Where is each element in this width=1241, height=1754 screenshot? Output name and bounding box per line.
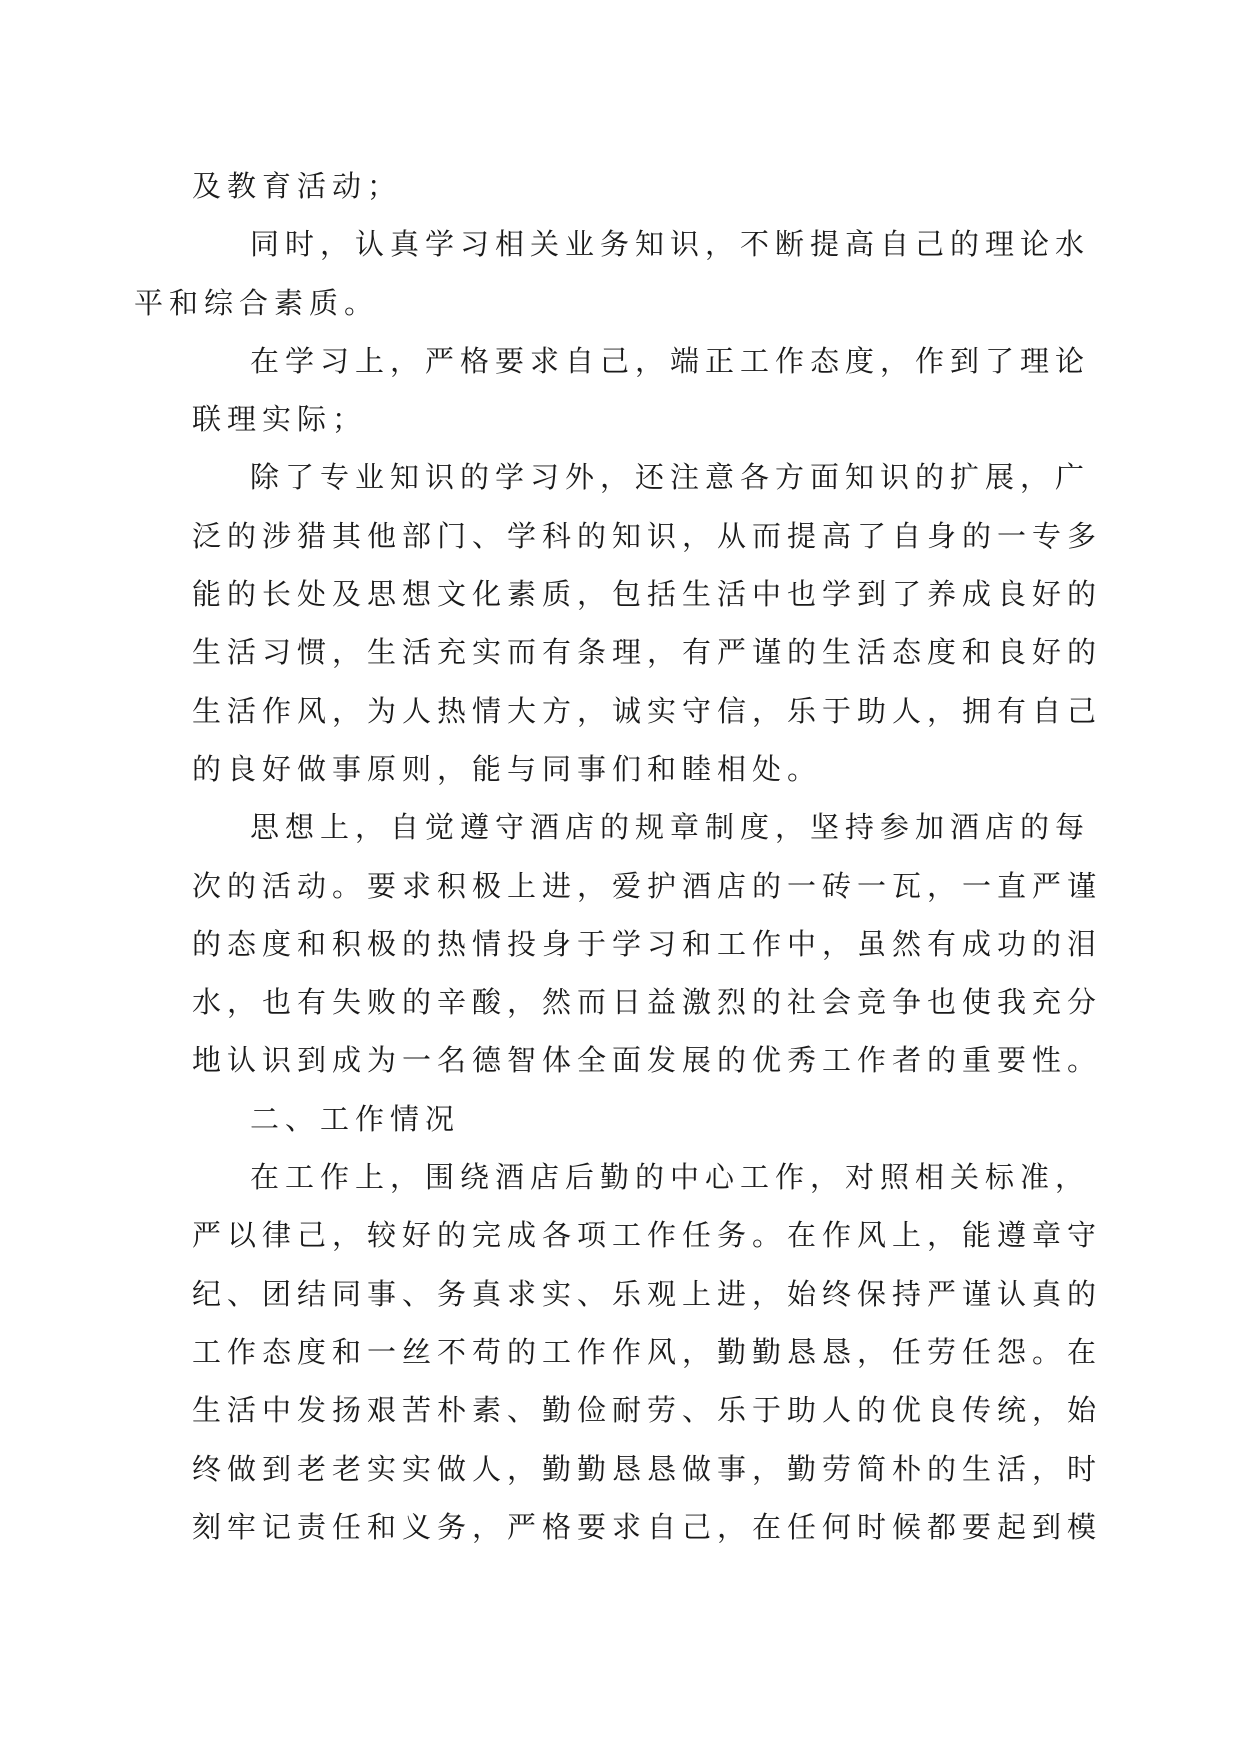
text-line: 纪、团结同事、务真求实、乐观上进，始终保持严谨认真的 [192, 1276, 1103, 1311]
section-heading [192, 1090, 1052, 1148]
paragraph-1 [192, 157, 1052, 215]
text-line: 在工作上，围绕酒店后勤的中心工作，对照相关标准， [250, 1160, 1091, 1195]
text-line: 泛的涉猎其他部门、学科的知识，从而提高了自身的一专多 [192, 518, 1103, 553]
text-line: 联理实际； [192, 402, 368, 437]
text-line: 终做到老老实实做人，勤勤恳恳做事，勤劳简朴的生活，时 [192, 1451, 1103, 1486]
text-line: 工作态度和一丝不苟的工作作风，勤勤恳恳，任劳任怨。在 [192, 1334, 1103, 1369]
text-line: 水，也有失败的辛酸，然而日益激烈的社会竞争也使我充分 [192, 985, 1103, 1020]
text-line: 地认识到成为一名德智体全面发展的优秀工作者的重要性。 [192, 1043, 1103, 1078]
text-line: 能的长处及思想文化素质，包括生活中也学到了养成良好的 [192, 577, 1103, 612]
paragraph-2 [134, 215, 1091, 332]
text-line: 次的活动。要求积极上进，爱护酒店的一砖一瓦，一直严谨 [192, 868, 1103, 903]
paragraph-7 [192, 1148, 1103, 1556]
text-line: 严以律己，较好的完成各项工作任务。在作风上，能遵章守 [192, 1218, 1103, 1253]
text-line: 生活作风，为人热情大方，诚实守信，乐于助人，拥有自己 [192, 693, 1103, 728]
paragraph-5 [192, 798, 1103, 1089]
paragraph-4 [192, 448, 1103, 798]
text-line: 同时，认真学习相关业务知识，不断提高自己的理论水 [250, 227, 1091, 262]
text-line: 除了专业知识的学习外，还注意各方面知识的扩展，广 [250, 460, 1091, 495]
text-line: 二、工作情况 [250, 1101, 461, 1136]
text-line: 思想上，自觉遵守酒店的规章制度，坚持参加酒店的每 [250, 810, 1091, 845]
text-line: 在学习上，严格要求自己，端正工作态度，作到了理论 [250, 343, 1091, 378]
text-line: 生活中发扬艰苦朴素、勤俭耐劳、乐于助人的优良传统，始 [192, 1393, 1103, 1428]
text-line: 平和综合素质。 [134, 285, 380, 320]
text-line: 刻牢记责任和义务，严格要求自己，在任何时候都要起到模 [192, 1509, 1103, 1544]
text-line: 生活习惯，生活充实而有条理，有严谨的生活态度和良好的 [192, 635, 1103, 670]
document-body [134, 157, 1103, 1556]
text-line: 的良好做事原则，能与同事们和睦相处。 [192, 751, 823, 786]
text-line: 及教育活动； [192, 169, 403, 203]
paragraph-3 [192, 332, 1091, 449]
text-line: 的态度和积极的热情投身于学习和工作中，虽然有成功的泪 [192, 926, 1103, 961]
